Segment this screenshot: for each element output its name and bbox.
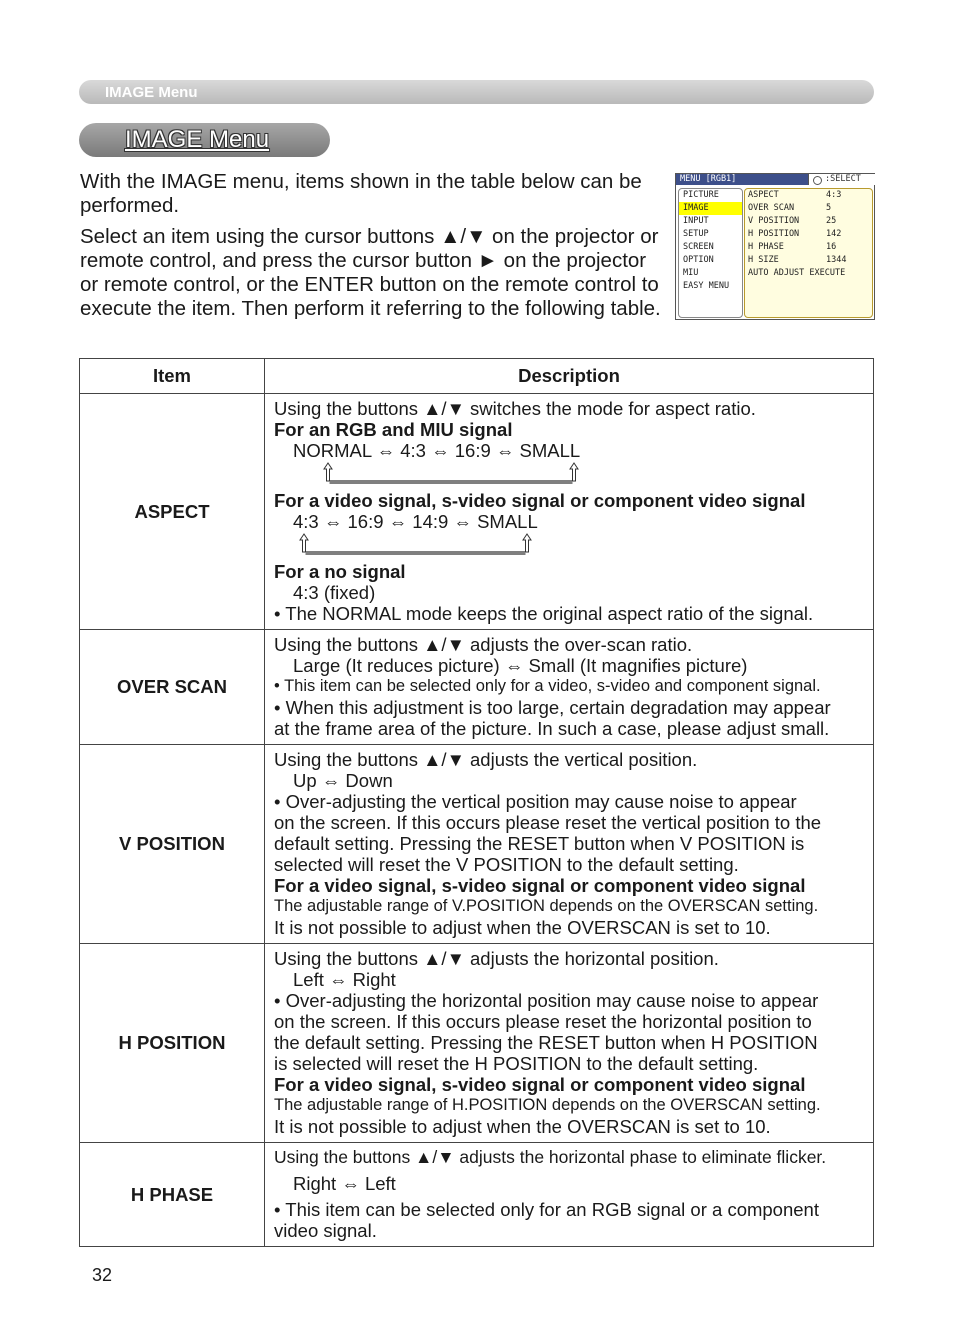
osd-row: [745, 202, 872, 215]
hpos-note-1: • Over-adjusting the horizontal position may cause noise to appear: [274, 990, 819, 1011]
page-title-badge: [79, 123, 330, 157]
vpos-intro: Using the buttons ▲/▼ adjusts the vertical position.: [274, 749, 698, 770]
osd-row-name: AUTO ADJUST EXECUTE: [748, 268, 846, 278]
hphase-note-1: • This item can be selected only for an RGB signal or a component: [274, 1199, 819, 1220]
hpos-video-heading: For a video signal, s-video signal or component video signal: [274, 1074, 806, 1095]
hpos-note-4: is selected will reset the H POSITION to the default setting.: [274, 1053, 759, 1074]
osd-menu-item: SETUP: [683, 229, 709, 239]
item-aspect: ASPECT: [80, 394, 265, 630]
table-row-hposition: [80, 944, 874, 1143]
description-hposition: [265, 944, 874, 1143]
osd-menu-item: INPUT: [683, 216, 709, 226]
hpos-intro: Using the buttons ▲/▼ adjusts the horizontal position.: [274, 948, 719, 969]
aspect-nosignal-value: 4:3 (fixed): [293, 582, 376, 603]
vpos-note-2: on the screen. If this occurs please reset the vertical position to the: [274, 812, 822, 833]
page-number: 32: [92, 1265, 113, 1285]
overscan-note-1: • This item can be selected only for a video, s-video and component signal.: [274, 677, 821, 695]
loop-arrow-icon: [293, 532, 553, 556]
vpos-range-note: The adjustable range of V.POSITION depends on the OVERSCAN setting.: [274, 897, 819, 915]
osd-select-label: :SELECT: [825, 174, 861, 184]
aspect-intro: Using the buttons ▲/▼ switches the mode for aspect ratio.: [274, 398, 756, 419]
description-aspect: [265, 394, 874, 630]
table-row-aspect: [80, 394, 874, 630]
description-overscan: [265, 630, 874, 745]
osd-row-value: 25: [826, 216, 837, 226]
hpos-sequence: Left ⇔ Right: [293, 969, 396, 990]
intro-paragraph-2: Select an item using the cursor buttons ▲/▼ on the projector or remote control, and press the cursor button ► on the projector or remote control, or the ENTER button on the remote control to execute the item. Then perform it referring to the following table.: [80, 225, 661, 320]
table-row-hphase: [80, 1143, 874, 1247]
hpos-note-3: the default setting. Pressing the RESET button when H POSITION: [274, 1032, 818, 1053]
hpos-limit-note: It is not possible to adjust when the OVERSCAN is set to 10.: [274, 1116, 771, 1137]
section-header-bar: [79, 80, 874, 104]
page-title: IMAGE Menu: [125, 126, 270, 153]
item-overscan: OVER SCAN: [80, 630, 265, 745]
item-hphase: H PHASE: [80, 1143, 265, 1247]
item-vposition: V POSITION: [80, 745, 265, 944]
table-header-row: [80, 359, 874, 394]
osd-row-value: 1344: [826, 255, 847, 265]
aspect-rgb-heading: For an RGB and MIU signal: [274, 419, 513, 440]
vpos-limit-note: It is not possible to adjust when the OVERSCAN is set to 10.: [274, 917, 771, 938]
overscan-note-2a: • When this adjustment is too large, certain degradation may appear: [274, 697, 831, 718]
loop-arrow-icon: [322, 461, 622, 485]
osd-submenu-panel: [744, 188, 873, 318]
hpos-range-note: The adjustable range of H.POSITION depends on the OVERSCAN setting.: [274, 1096, 821, 1114]
osd-title-bar: [676, 174, 874, 185]
aspect-rgb-loop-arrow: [274, 461, 865, 485]
osd-menu-screenshot: [675, 173, 875, 320]
aspect-note: • The NORMAL mode keeps the original aspect ratio of the signal.: [274, 603, 814, 624]
vpos-note-3: default setting. Pressing the RESET button when V POSITION is: [274, 833, 805, 854]
item-hposition: H POSITION: [80, 944, 265, 1143]
osd-row: [745, 241, 872, 254]
osd-row-name: V POSITION: [748, 216, 800, 226]
aspect-nosignal-heading: For a no signal: [274, 561, 406, 582]
vpos-note-4: selected will reset the V POSITION to the default setting.: [274, 854, 739, 875]
osd-title: MENU [RGB1]: [680, 174, 737, 184]
osd-row-value: 142: [826, 229, 842, 239]
aspect-video-sequence: 4:3 ⇔ 16:9 ⇔ 14:9 ⇔ SMALL: [293, 511, 538, 532]
intro-text: [80, 170, 665, 328]
osd-menu-item: EASY MENU: [683, 281, 730, 291]
hphase-intro: Using the buttons ▲/▼ adjusts the horizontal phase to eliminate flicker.: [274, 1147, 827, 1167]
aspect-video-loop-arrow: [274, 532, 865, 556]
osd-row-name: OVER SCAN: [748, 203, 795, 213]
table-row-overscan: [80, 630, 874, 745]
overscan-intro: Using the buttons ▲/▼ adjusts the over-scan ratio.: [274, 634, 693, 655]
column-header-description: Description: [265, 359, 874, 394]
vpos-video-heading: For a video signal, s-video signal or component video signal: [274, 875, 806, 896]
table-row-vposition: [80, 745, 874, 944]
osd-row-value: 16: [826, 242, 837, 252]
overscan-note-2b: at the frame area of the picture. In such a case, please adjust small.: [274, 718, 830, 739]
column-header-item: Item: [80, 359, 265, 394]
intro-paragraph-1: With the IMAGE menu, items shown in the table below can be performed.: [80, 170, 642, 217]
osd-menu-item: OPTION: [683, 255, 714, 265]
osd-menu-item-selected: IMAGE: [679, 202, 742, 215]
osd-row-name: H SIZE: [748, 255, 779, 265]
hpos-note-2: on the screen. If this occurs please reset the horizontal position to: [274, 1011, 812, 1032]
description-hphase: [265, 1143, 874, 1247]
vpos-sequence: Up ⇔ Down: [293, 770, 393, 791]
osd-menu-item: SCREEN: [683, 242, 714, 252]
osd-row-value: 4:3: [826, 190, 842, 200]
osd-row: [745, 228, 872, 241]
osd-row-name: H POSITION: [748, 229, 800, 239]
osd-menu-list: [678, 188, 743, 318]
hphase-note-2: video signal.: [274, 1220, 377, 1241]
osd-row: [745, 189, 872, 202]
hphase-sequence: Right ⇔ Left: [293, 1173, 396, 1194]
aspect-rgb-sequence: NORMAL ⇔ 4:3 ⇔ 16:9 ⇔ SMALL: [293, 440, 581, 461]
section-header-label: IMAGE Menu: [105, 84, 198, 101]
osd-menu-item: MIU: [683, 268, 699, 278]
osd-row: [745, 254, 872, 267]
osd-row: [745, 267, 872, 280]
overscan-sequence: Large (It reduces picture) ⇔ Small (It magnifies picture): [293, 655, 748, 676]
osd-select-hint: [808, 174, 875, 185]
osd-row-name: ASPECT: [748, 190, 779, 200]
osd-row-value: 5: [826, 203, 832, 213]
osd-menu-item: PICTURE: [683, 190, 719, 200]
select-icon: [813, 176, 822, 185]
description-vposition: [265, 745, 874, 944]
osd-row: [745, 215, 872, 228]
osd-row-name: H PHASE: [748, 242, 784, 252]
image-menu-table: [79, 358, 874, 1247]
vpos-note-1: • Over-adjusting the vertical position may cause noise to appear: [274, 791, 797, 812]
aspect-video-heading: For a video signal, s-video signal or component video signal: [274, 490, 806, 511]
